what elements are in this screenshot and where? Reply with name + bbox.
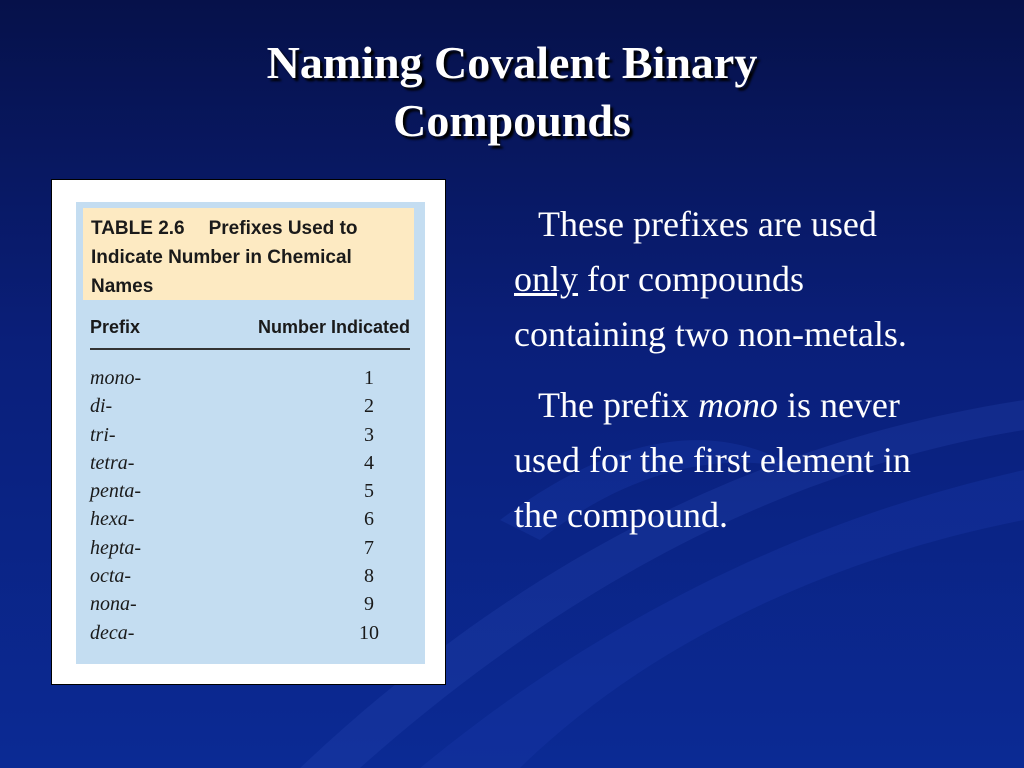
paragraph-prefix-usage [514,197,934,362]
p1-after: for compounds containing two non-metals. [514,259,907,354]
table-row [90,505,410,533]
table-row [90,421,410,449]
prefix-cell: deca- [90,621,135,644]
table-caption [83,208,414,300]
prefix-cell: octa- [90,565,132,588]
p2-before: The prefix [538,385,698,425]
table-row [90,534,410,562]
p1-before: These prefixes are used [538,204,877,244]
number-cell: 8 [364,565,374,588]
prefix-cell: mono- [90,367,142,389]
table-row [90,364,410,392]
prefix-table-image [51,179,446,685]
number-cell: 5 [364,480,374,503]
number-cell: 2 [364,395,374,418]
table-header [90,317,410,338]
slide-body [514,197,934,559]
table-caption-text: Prefixes Used to Indicate Number in Chemical Names [91,218,358,297]
title-line-2: Compounds [393,95,631,146]
number-cell: 9 [364,593,374,616]
prefix-cell: di- [90,395,113,418]
paragraph-mono-rule [514,378,934,543]
number-cell: 4 [364,451,374,474]
table-row [90,392,410,420]
number-cell: 1 [364,367,374,389]
prefix-cell: tetra- [90,451,135,474]
table-row [90,619,410,647]
column-header-number: Number Indicated [257,317,410,337]
table-number: TABLE 2.6 [91,218,185,239]
slide-title [0,34,1024,150]
p1-emphasis: only [514,259,579,299]
p2-emphasis: mono [697,385,778,425]
prefix-cell: nona- [90,593,137,616]
number-cell: 10 [359,621,379,644]
prefix-cell: hepta- [90,536,142,559]
prefix-cell: hexa- [90,508,135,531]
table-row [90,449,410,477]
prefix-cell: tri- [90,423,116,446]
header-divider [90,348,410,350]
table-body [90,364,410,647]
column-header-prefix: Prefix [90,317,141,337]
number-cell: 7 [364,536,374,559]
number-cell: 6 [364,508,374,531]
prefix-cell: penta- [90,480,142,503]
table-row [90,562,410,590]
table-row [90,590,410,618]
title-line-1: Naming Covalent Binary [266,37,758,88]
number-cell: 3 [364,423,374,446]
prefix-table [76,202,425,664]
p2-after: is never used for the first element in the compound. [514,385,911,535]
table-row [90,477,410,505]
